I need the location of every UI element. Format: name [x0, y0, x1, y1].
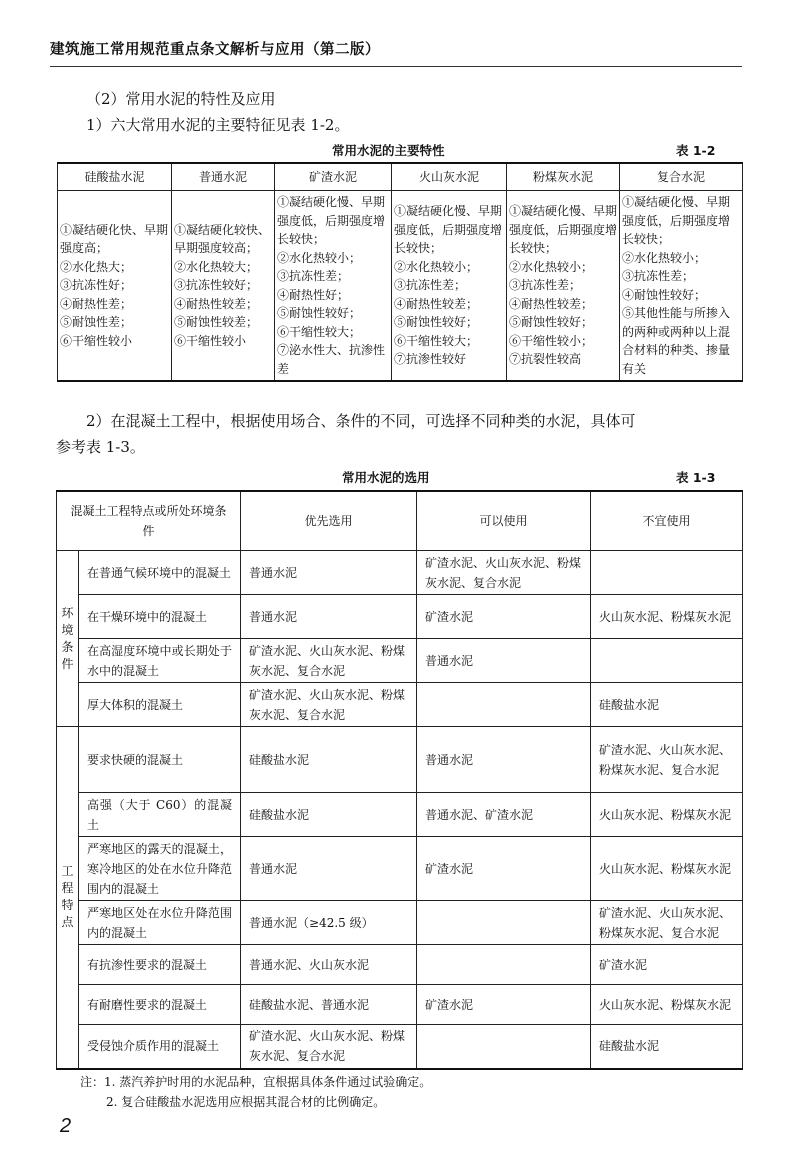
table1-cell	[507, 191, 620, 382]
cell-condition: 要求快硬的混凝土	[79, 727, 241, 793]
cell-unsuitable: 矿渣水泥、火山灰水泥、粉煤灰水泥、复合水泥	[591, 727, 743, 793]
property-item: ⑤耐蚀性较好；	[509, 315, 594, 330]
table-cement-selection	[56, 490, 743, 1070]
table1-cell	[620, 191, 743, 382]
cell-condition: 有抗渗性要求的混凝土	[79, 945, 241, 985]
cell-preferred: 硅酸盐水泥、普通水泥	[241, 985, 417, 1025]
table2-caption: 常用水泥的选用	[342, 470, 430, 485]
property-item: ⑤其他性能与所掺入的两种或两种以上混合材料的种类、掺量有关	[622, 306, 731, 376]
property-item: ②水化热较小；	[509, 259, 594, 274]
table2-row	[57, 837, 743, 901]
group-label-text: 环境条件	[61, 605, 74, 671]
cell-usable: 普通水泥、矿渣水泥	[417, 793, 591, 837]
group-label	[57, 551, 79, 727]
table2-row	[57, 639, 743, 683]
cell-condition: 厚大体积的混凝土	[79, 683, 241, 727]
cell-unsuitable: 硅酸盐水泥	[591, 683, 743, 727]
page-number: 2	[60, 1115, 72, 1137]
cell-usable: 矿渣水泥	[417, 985, 591, 1025]
property-item: ①凝结硬化慢、早期强度低，后期强度增长较快；	[509, 204, 618, 256]
table2-row	[57, 595, 743, 639]
table1-caption: 常用水泥的主要特性	[332, 143, 445, 158]
table1-cell	[275, 191, 392, 382]
cell-condition: 在高湿度环境中或长期处于水中的混凝土	[79, 639, 241, 683]
property-item: ③抗冻性差；	[622, 269, 695, 283]
property-item: ①凝结硬化快、早期强度高；	[60, 222, 169, 256]
cell-condition: 严寒地区处在水位升降范围内的混凝土	[79, 901, 241, 945]
property-item: ②水化热较小；	[394, 259, 479, 274]
property-item: ④耐热性较差；	[174, 296, 259, 311]
table1-number: 表 1-2	[676, 143, 716, 158]
header-unsuitable: 不宜使用	[591, 491, 743, 551]
table2-row	[57, 901, 743, 945]
cell-usable: 矿渣水泥	[417, 837, 591, 901]
property-item: ⑤耐蚀性差；	[60, 315, 133, 330]
table1-header-cell: 火山灰水泥	[392, 163, 507, 191]
table1-cell	[172, 191, 275, 382]
table2-row	[57, 727, 743, 793]
table1-cell	[58, 191, 172, 382]
cell-unsuitable: 火山灰水泥、粉煤灰水泥	[591, 595, 743, 639]
cell-condition: 高强（大于 C60）的混凝土	[79, 793, 241, 837]
property-item: ⑦抗渗性较好	[394, 352, 467, 367]
table2-header-row	[57, 491, 743, 551]
property-item: ①凝结硬化慢、早期强度低，后期强度增长较快；	[394, 204, 503, 256]
cell-preferred: 普通水泥	[241, 837, 417, 901]
cell-condition: 有耐磨性要求的混凝土	[79, 985, 241, 1025]
cell-preferred: 普通水泥	[241, 595, 417, 639]
cell-usable	[417, 945, 591, 985]
property-item: ③抗冻性差；	[277, 269, 350, 283]
property-item: ③抗冻性好；	[60, 278, 133, 293]
property-item: ②水化热较大；	[174, 259, 259, 274]
cell-preferred: 普通水泥、火山灰水泥	[241, 945, 417, 985]
header-preferred: 优先选用	[241, 491, 417, 551]
property-item: ⑤耐蚀性较好；	[277, 306, 362, 320]
note-1: 注：1. 蒸汽养护时用的水泥品种，宜根据具体条件通过试验确定。	[80, 1075, 432, 1089]
table1-header-row	[58, 163, 743, 191]
cell-preferred: 普通水泥（≥42.5 级）	[241, 901, 417, 945]
table2-row	[57, 985, 743, 1025]
property-item: ⑥干缩性较大；	[277, 324, 362, 339]
cell-unsuitable: 火山灰水泥、粉煤灰水泥	[591, 793, 743, 837]
cell-unsuitable	[591, 639, 743, 683]
table1-body-row	[58, 191, 743, 382]
item-2-line-1: 2）在混凝土工程中，根据使用场合、条件的不同，可选择不同种类的水泥，具体可	[86, 412, 636, 430]
property-item: ④耐蚀性较好；	[622, 287, 707, 302]
table1-header-cell: 硅酸盐水泥	[58, 163, 172, 191]
property-item: ③抗冻性较好；	[174, 278, 259, 293]
table1-header-cell: 普通水泥	[172, 163, 275, 191]
cell-unsuitable: 矿渣水泥、火山灰水泥、粉煤灰水泥、复合水泥	[591, 901, 743, 945]
cell-unsuitable: 火山灰水泥、粉煤灰水泥	[591, 837, 743, 901]
section-heading: （2）常用水泥的特性及应用	[86, 90, 276, 108]
property-item: ①凝结硬化慢、早期强度低，后期强度增长较快；	[277, 195, 386, 246]
running-header	[50, 30, 742, 67]
cell-usable	[417, 683, 591, 727]
item-2-text	[56, 408, 742, 460]
property-item: ③抗冻性差；	[394, 278, 467, 293]
group-label-text: 工程特点	[61, 864, 74, 930]
table1-header-cell: 复合水泥	[620, 163, 743, 191]
cell-usable: 普通水泥	[417, 727, 591, 793]
group-label	[57, 727, 79, 1069]
property-item: ⑥干缩性较小	[60, 333, 133, 348]
table2-row	[57, 551, 743, 595]
cell-preferred: 矿渣水泥、火山灰水泥、粉煤灰水泥、复合水泥	[241, 683, 417, 727]
property-item: ⑥干缩性较小	[174, 333, 247, 348]
table2-row	[57, 945, 743, 985]
cell-usable	[417, 1025, 591, 1069]
cell-condition: 受侵蚀介质作用的混凝土	[79, 1025, 241, 1069]
table2-row	[57, 793, 743, 837]
cell-preferred: 硅酸盐水泥	[241, 793, 417, 837]
note-2: 2. 复合硅酸盐水泥选用应根据其混合材的比例确定。	[106, 1095, 386, 1109]
property-item: ④耐热性较差；	[509, 296, 594, 311]
cell-usable: 普通水泥	[417, 639, 591, 683]
property-item: ①凝结硬化较快、早期强度较高；	[174, 222, 271, 256]
running-title: 建筑施工常用规范重点条文解析与应用（第二版）	[50, 42, 380, 58]
cell-preferred: 矿渣水泥、火山灰水泥、粉煤灰水泥、复合水泥	[241, 1025, 417, 1069]
property-item: ⑦抗裂性较高	[509, 352, 582, 367]
property-item: ⑤耐蚀性较差；	[174, 315, 259, 330]
cell-preferred: 矿渣水泥、火山灰水泥、粉煤灰水泥、复合水泥	[241, 639, 417, 683]
cell-condition: 严寒地区的露天的混凝土，寒冷地区的处在水位升降范围内的混凝土	[79, 837, 241, 901]
header-usable: 可以使用	[417, 491, 591, 551]
table2-row	[57, 683, 743, 727]
table-cement-characteristics	[57, 162, 743, 382]
cell-usable	[417, 901, 591, 945]
cell-usable: 矿渣水泥、火山灰水泥、粉煤灰水泥、复合水泥	[417, 551, 591, 595]
property-item: ⑥干缩性较小；	[509, 333, 594, 348]
cell-unsuitable: 硅酸盐水泥	[591, 1025, 743, 1069]
property-item: ④耐热性差；	[60, 296, 133, 311]
property-item: ②水化热大；	[60, 259, 133, 274]
cell-condition: 在普通气候环境中的混凝土	[79, 551, 241, 595]
table1-cell	[392, 191, 507, 382]
cell-preferred: 普通水泥	[241, 551, 417, 595]
header-condition: 混凝土工程特点或所处环境条件	[57, 491, 241, 551]
table1-header-cell: 矿渣水泥	[275, 163, 392, 191]
property-item: ④耐热性较差；	[394, 296, 479, 311]
property-item: ①凝结硬化慢、早期强度低，后期强度增长较快；	[622, 195, 731, 246]
cell-unsuitable	[591, 551, 743, 595]
cell-condition: 在干燥环境中的混凝土	[79, 595, 241, 639]
property-item: ③抗冻性差；	[509, 278, 582, 293]
table1-header-cell: 粉煤灰水泥	[507, 163, 620, 191]
property-item: ⑥干缩性较大；	[394, 333, 479, 348]
cell-preferred: 硅酸盐水泥	[241, 727, 417, 793]
table2-row	[57, 1025, 743, 1069]
property-item: ②水化热较小；	[277, 250, 362, 265]
property-item: ⑤耐蚀性较好；	[394, 315, 479, 330]
property-item: ②水化热较小；	[622, 250, 707, 265]
item-1-text: 1）六大常用水泥的主要特征见表 1-2。	[86, 116, 350, 134]
cell-unsuitable: 矿渣水泥	[591, 945, 743, 985]
item-2-line-2: 参考表 1-3。	[56, 438, 145, 456]
cell-usable: 矿渣水泥	[417, 595, 591, 639]
cell-unsuitable: 火山灰水泥、粉煤灰水泥	[591, 985, 743, 1025]
table2-number: 表 1-3	[676, 470, 716, 485]
property-item: ⑦泌水性大、抗渗性差	[277, 343, 386, 376]
property-item: ④耐热性好；	[277, 287, 350, 302]
